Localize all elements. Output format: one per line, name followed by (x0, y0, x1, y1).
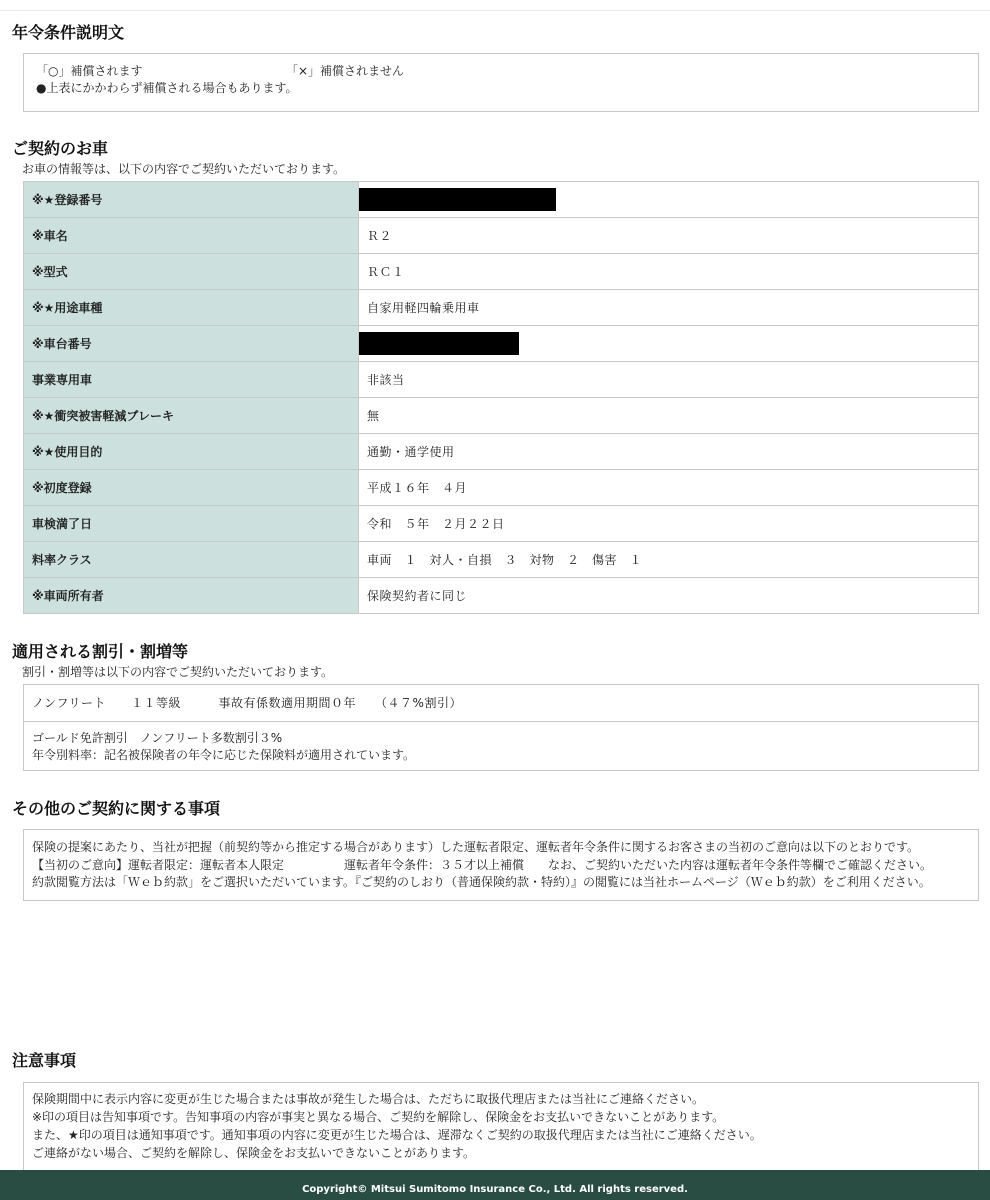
table-row (24, 254, 979, 290)
table-row (24, 290, 979, 326)
row-label: ※初度登録 (24, 470, 359, 506)
notes-title: 注意事項 (12, 1051, 77, 1070)
other-title: その他のご契約に関する事項 (12, 799, 221, 818)
redacted-block (359, 332, 519, 355)
table-row (24, 326, 979, 362)
row-label: ※★用途車種 (24, 290, 359, 326)
discounts-intro: 割引・割増等は以下の内容でご契約いただいております。 (22, 665, 334, 679)
row-value: 非該当 (359, 362, 979, 398)
copyright-text: Copyright© Mitsui Sumitomo Insurance Co., Ltd. All rights reserved. (302, 1184, 688, 1195)
top-divider (0, 0, 990, 11)
age-condition-section (0, 23, 990, 112)
car-section (0, 139, 990, 614)
other-paragraph: 約款閲覧方法は「Ｗｅｂ約款」をご選択いただいています。『ご契約のしおり（普通保険約款・特約）』の閲覧には当社ホームページ（Ｗｅｂ約款）をご利用ください。 (32, 875, 931, 889)
row-label: ※★登録番号 (24, 182, 359, 218)
row-value: 平成１６年 ４月 (359, 470, 979, 506)
row-label: ※★使用目的 (24, 434, 359, 470)
car-table (23, 181, 979, 614)
age-condition-note: ●上表にかかわらず補償される場合もあります。 (36, 81, 298, 95)
row-label: 車検満了日 (24, 506, 359, 542)
row-label: ※型式 (24, 254, 359, 290)
notes-line: ※印の項目は告知事項です。告知事項の内容が事実と異なる場合、ご契約を解除し、保険金をお支払いできないことがあります。 (32, 1110, 725, 1124)
table-row (24, 578, 979, 614)
not-covered-legend: 「×」補償されません (286, 64, 405, 78)
row-label: ※車台番号 (24, 326, 359, 362)
row-value: Ｒ２ (359, 218, 979, 254)
table-row (24, 470, 979, 506)
discount-details (24, 722, 978, 770)
age-legend-row (36, 63, 966, 80)
car-title: ご契約のお車 (12, 139, 109, 158)
table-row (24, 506, 979, 542)
row-label: ※★衝突被害軽減ブレーキ (24, 398, 359, 434)
notes-line: また、★印の項目は通知事項です。通知事項の内容に変更が生じた場合は、遅滞なくご契約の取扱代理店または当社にご連絡ください。 (32, 1128, 762, 1142)
table-row (24, 182, 979, 218)
table-row (24, 218, 979, 254)
discounts-title: 適用される割引・割増等 (12, 642, 189, 661)
row-label: 事業専用車 (24, 362, 359, 398)
discount-line: ゴールド免許割引 ノンフリート多数割引３% (32, 731, 283, 745)
notes-section (0, 1051, 76, 1071)
row-value: ＲＣ１ (359, 254, 979, 290)
other-paragraph: 保険の提案にあたり、当社が把握（前契約等から推定する場合があります）した運転者限定、運転者年令条件に関するお客さまの当初のご意向は以下のとおりです。 (32, 840, 920, 854)
age-condition-title: 年令条件説明文 (12, 23, 125, 42)
discounts-box (23, 684, 979, 771)
row-label: ※車名 (24, 218, 359, 254)
covered-legend: 「○」補償されます (36, 64, 143, 78)
car-intro: お車の情報等は、以下の内容でご契約いただいております。 (22, 162, 346, 176)
chassis-number-value (359, 326, 979, 362)
other-box (23, 829, 979, 901)
registration-number-value (359, 182, 979, 218)
notes-box (23, 1082, 979, 1170)
notes-line: 保険期間中に表示内容に変更が生じた場合または事故が発生した場合は、ただちに取扱代理店または当社にご連絡ください。 (32, 1092, 705, 1106)
notes-line: ご連絡がない場合、ご契約を解除し、保険金をお支払いできないことがあります。 (32, 1146, 476, 1160)
row-value: 自家用軽四輪乗用車 (359, 290, 979, 326)
other-paragraph: 【当初のご意向】運転者限定：運転者本人限定 運転者年令条件：３５才以上補償 なお、ご契約いただいた内容は運転者年令条件等欄でご確認ください。 (32, 857, 933, 872)
footer (0, 1170, 990, 1200)
row-value: 無 (359, 398, 979, 434)
table-row (24, 398, 979, 434)
row-value: 令和 ５年 ２月２２日 (359, 506, 979, 542)
row-label: ※車両所有者 (24, 578, 359, 614)
notes-clip (0, 1082, 990, 1170)
row-value: 車両 １ 対人・自損 ３ 対物 ２ 傷害 １ (359, 542, 979, 578)
age-rate-line: 年令別料率：記名被保険者の年令に応じた保険料が適用されています。 (32, 748, 416, 762)
discounts-section (0, 642, 990, 771)
row-value: 保険契約者に同じ (359, 578, 979, 614)
age-condition-box (23, 53, 979, 112)
row-label: 料率クラス (24, 542, 359, 578)
table-row (24, 434, 979, 470)
other-section (0, 799, 990, 901)
nonfleet-grade: ノンフリート １１等級 事故有係数適用期間０年 （４７%割引） (24, 685, 978, 722)
row-value: 通勤・通学使用 (359, 434, 979, 470)
table-row (24, 542, 979, 578)
table-row (24, 362, 979, 398)
redacted-block (359, 188, 556, 211)
